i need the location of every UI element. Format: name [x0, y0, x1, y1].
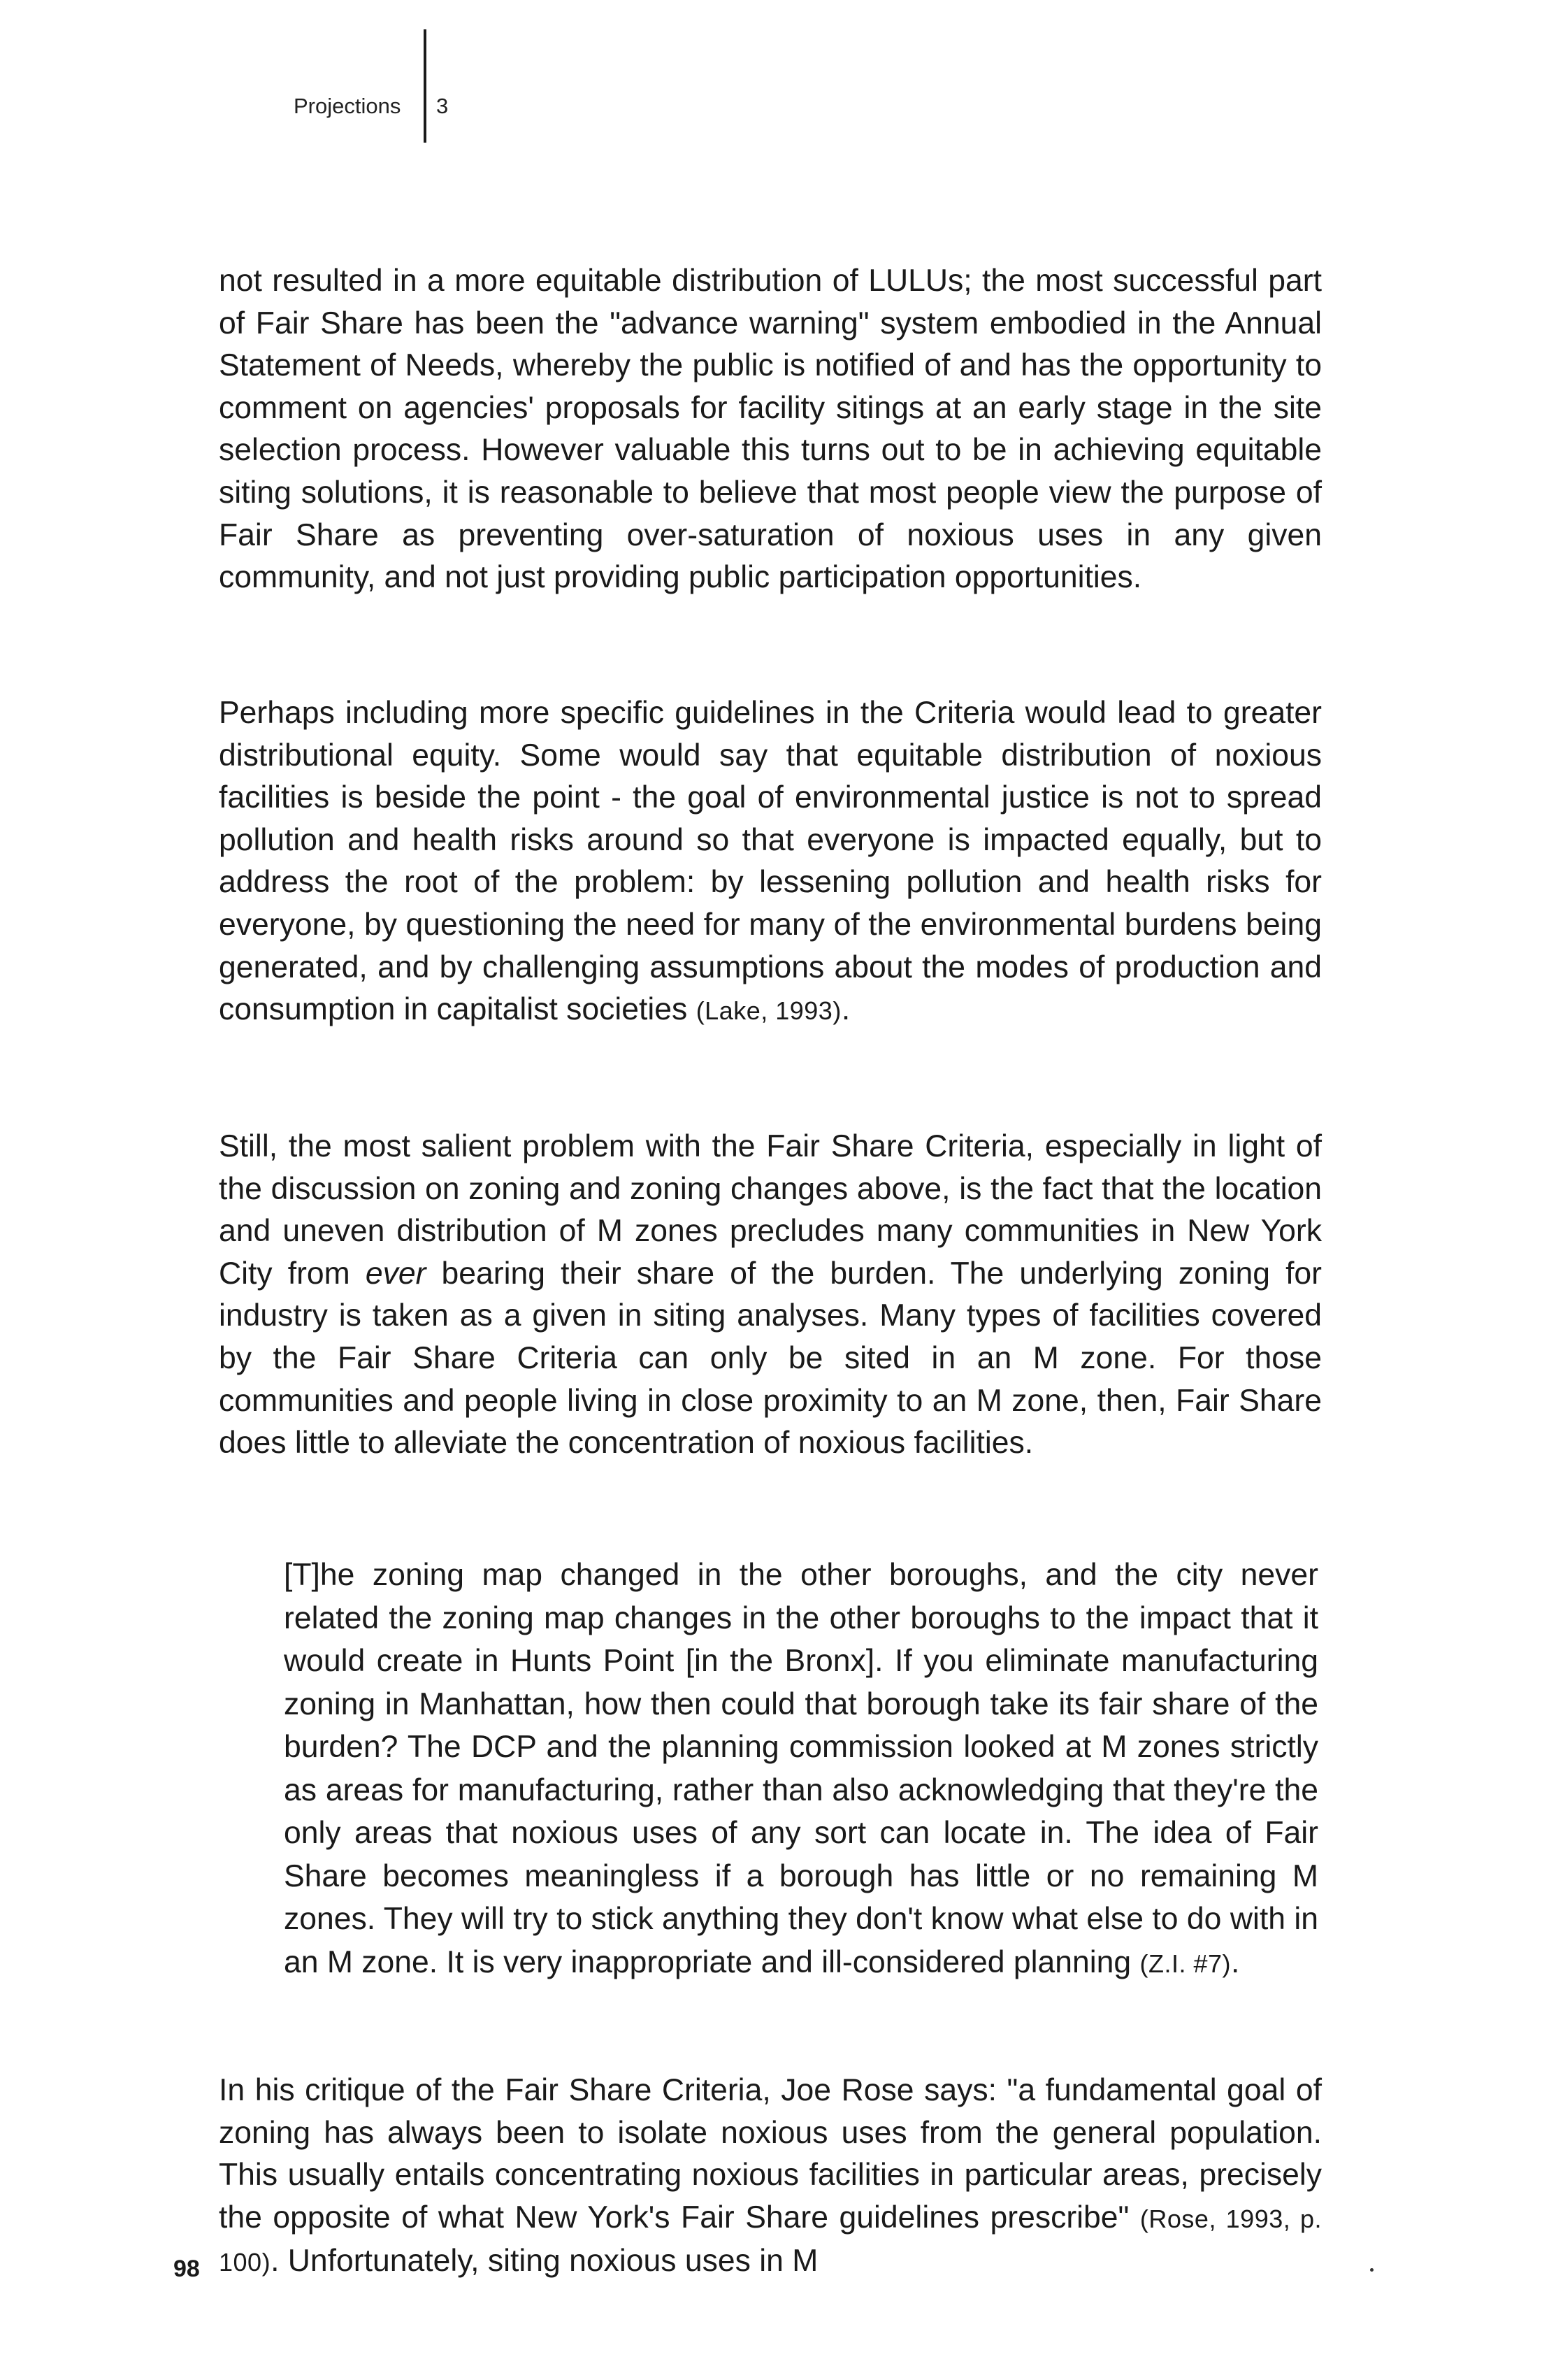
paragraph-2-end: . — [841, 992, 851, 1027]
paragraph-3-text-b: bearing their share of the burden. The underlying zoning for industry is taken as a given in siting analyses. Many types of facilities covered by the Fair Share Criteria can only be sited in an M zone. For those communities and people living in close proximity to an M zone, then, Fair Share does little to alleviate the concentration of noxious facilities. — [219, 1256, 1322, 1461]
block-quote-text: [T]he zoning map changed in the other boroughs, and the city never related the zoning map changes in the other boroughs to the impact that it would create in Hunts Point [in the Bronx]. If you eliminate manufacturing zoning in Manhattan, how then could that borough take its fair share of the burden? The DCP and the planning commission looked at M zones strictly as areas for manufacturing, rather than also acknowledging that they're the only areas that noxious uses of any sort can locate in. The idea of Fair Share becomes meaningless if a borough has little or no remaining M zones. They will try to stick anything they don't know what else to do with in an M zone. It is very inappropriate and ill-considered planning — [284, 1558, 1318, 1979]
citation-lake: (Lake, 1993) — [696, 996, 842, 1026]
emphasis-ever: ever — [365, 1256, 426, 1291]
block-quote — [284, 1554, 1318, 1985]
paragraph-3-text-a: Still, the most salient problem with the Fair Share Criteria, especially in light of the discussion on zoning and zoning changes above, is the fact that the location and uneven distribution of M zones precludes many communities in New York City from — [219, 1129, 1322, 1291]
page-number: 98 — [173, 2256, 200, 2282]
paragraph-2-text: Perhaps including more specific guidelines in the Criteria would lead to greater distributional equity. Some would say that equitable distribution of noxious facilities is beside the point - the goal of environmental justice is not to spread pollution and health risks around so that everyone is impacted equally, but to address the root of the problem: by lessening pollution and health risks for everyone, by questioning the need for many of the environmental burdens being generated, and by challenging assumptions about the modes of production and consumption in capitalist societies — [219, 696, 1322, 1027]
print-speck — [1370, 2268, 1374, 2272]
paragraph-1 — [219, 260, 1322, 599]
paragraph-4-end: . Unfortunately, siting noxious uses in M — [271, 2244, 819, 2279]
paragraph-1-text: not resulted in a more equitable distribution of LULUs; the most successful part of Fair Share has been the "advance warning" system embodied in the Annual Statement of Needs, whereby the public is notified of and has the opportunity to comment on agencies' proposals for facility sitings at an early stage in the site selection process. However valuable this turns out to be in achieving equitable siting solutions, it is reasonable to believe that most people view the purpose of Fair Share as preventing over-saturation of noxious uses in any given community, and not just providing public participation opportunities. — [219, 264, 1322, 595]
paragraph-3 — [219, 1126, 1322, 1465]
running-header-chapter: 3 — [436, 94, 449, 118]
citation-zi: (Z.I. #7) — [1139, 1949, 1231, 1978]
paragraph-4 — [219, 2070, 1322, 2284]
block-quote-end: . — [1231, 1944, 1240, 1979]
paragraph-2 — [219, 692, 1322, 1033]
paragraph-4-text: In his critique of the Fair Share Criteria, Joe Rose says: "a fundamental goal of zoning has always been to isolate noxious uses from the general population. This usually entails concentrating noxious facilities in particular areas, precisely the opposite of what New York's Fair Share guidelines prescribe" — [219, 2073, 1322, 2235]
running-header-section: Projections — [294, 94, 401, 118]
citation-rose: (Rose, 1993, p. 100) — [219, 2204, 1322, 2277]
header-divider — [424, 29, 426, 143]
